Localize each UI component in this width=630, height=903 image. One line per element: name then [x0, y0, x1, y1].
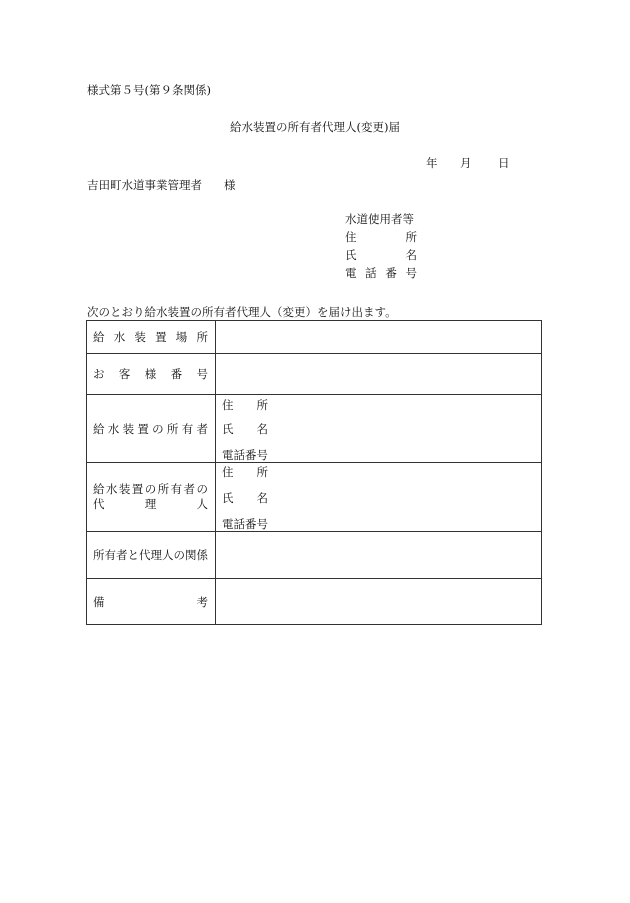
form-number: 様式第５号(第９条関係) [87, 83, 211, 97]
row-label: 所有者と代理人の関係 [87, 532, 216, 579]
applicant-address-label: 住所 [345, 230, 417, 244]
owner-name-label: 氏名 [222, 422, 268, 436]
applicant-name-label: 氏名 [345, 248, 417, 262]
row-label: 給水装置の所有者の 代理人 [87, 463, 216, 532]
supply-location-field[interactable] [216, 321, 542, 354]
customer-number-field[interactable] [216, 354, 542, 395]
agent-address-label: 住所 [222, 465, 268, 479]
row-label: お客様番号 [87, 354, 216, 395]
applicant-heading: 水道使用者等 [345, 212, 414, 226]
row-label: 給水装置場所 [87, 321, 216, 354]
document-title: 給水装置の所有者代理人(変更)届 [230, 120, 400, 134]
remarks-field[interactable] [216, 579, 542, 625]
owner-phone-label: 電話番号 [222, 448, 268, 462]
table-row [87, 354, 542, 395]
owner-address-label: 住所 [222, 398, 268, 412]
addressee: 吉田町水道事業管理者 [87, 178, 202, 192]
date-day-label: 日 [498, 156, 510, 170]
owner-info-field[interactable] [216, 395, 542, 463]
notification-form-table [86, 320, 542, 625]
table-row [87, 321, 542, 354]
applicant-phone-label: 電話番号 [345, 266, 417, 280]
row-label: 給水装置の所有者 [87, 395, 216, 463]
lead-text: 次のとおり給水装置の所有者代理人（変更）を届け出ます。 [87, 305, 397, 319]
relationship-field[interactable] [216, 532, 542, 579]
row-label: 備考 [87, 579, 216, 625]
honorific: 様 [224, 178, 236, 192]
agent-name-label: 氏名 [222, 491, 268, 505]
agent-phone-label: 電話番号 [222, 517, 268, 531]
agent-info-field[interactable] [216, 463, 542, 532]
table-row [87, 395, 542, 463]
table-row [87, 463, 542, 532]
date-year-label: 年 [426, 156, 438, 170]
date-line [426, 155, 510, 171]
date-month-label: 月 [460, 156, 472, 170]
table-row [87, 579, 542, 625]
applicant-block [345, 210, 417, 282]
table-row [87, 532, 542, 579]
